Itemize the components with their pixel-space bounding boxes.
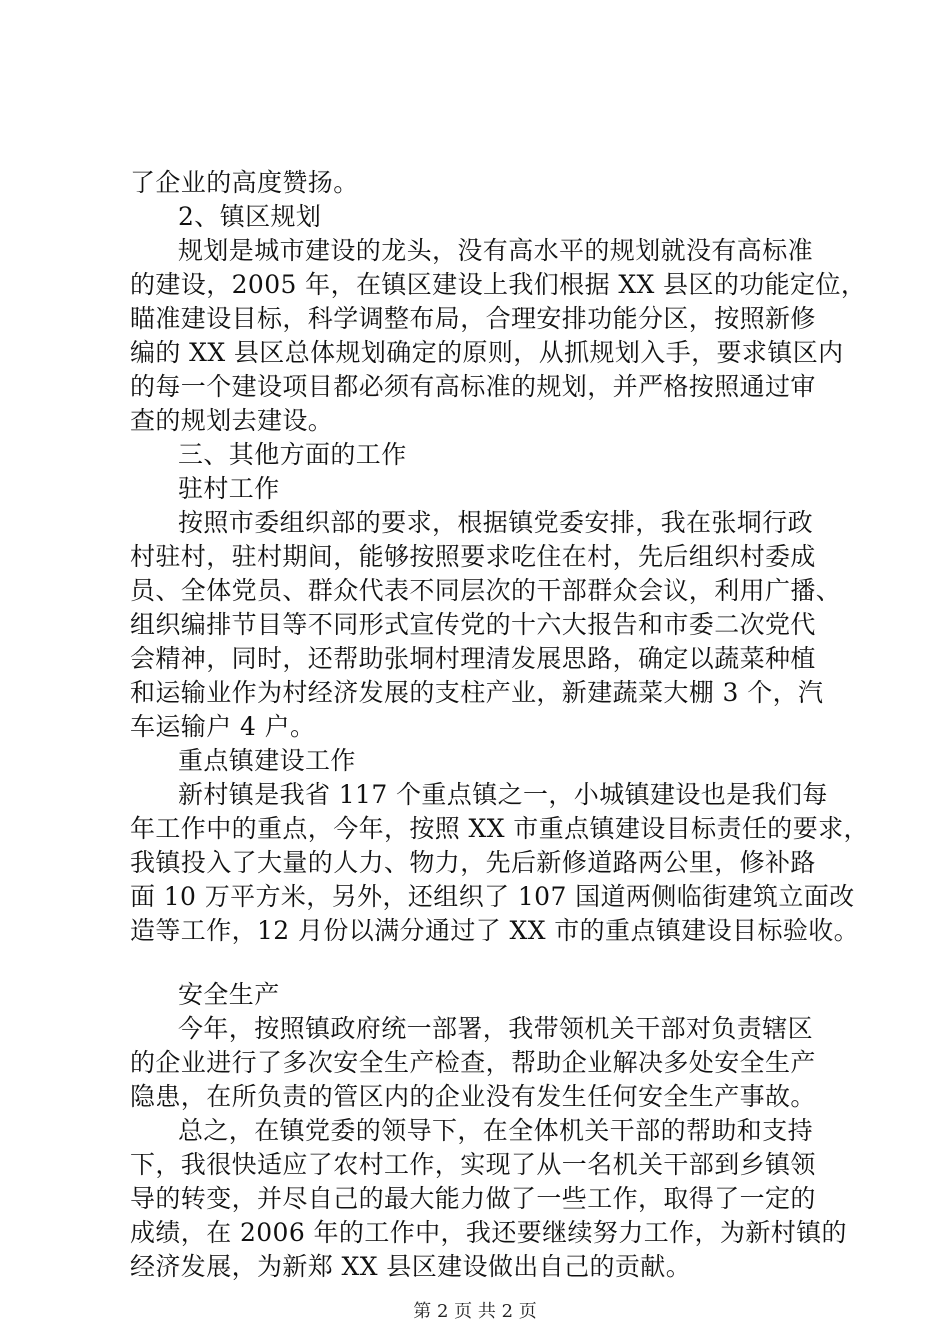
text-line: 年工作中的重点，今年，按照 XX 市重点镇建设目标责任的要求， <box>130 814 869 843</box>
text-line: 造等工作，12 月份以满分通过了 XX 市的重点镇建设目标验收。 <box>130 916 860 945</box>
text-line: 员、全体党员、群众代表不同层次的干部群众会议，利用广播、 <box>130 576 842 605</box>
text-line: 的建设，2005 年，在镇区建设上我们根据 XX 县区的功能定位， <box>130 270 867 299</box>
section-heading: 三、其他方面的工作 <box>178 440 407 469</box>
text-line: 的每一个建设项目都必须有高标准的规划，并严格按照通过审 <box>130 372 816 401</box>
text-line: 规划是城市建设的龙头，没有高水平的规划就没有高标准 <box>178 236 814 265</box>
text-line: 导的转变，并尽自己的最大能力做了一些工作，取得了一定的 <box>130 1184 816 1213</box>
section-heading: 2、镇区规划 <box>178 202 322 231</box>
text-line: 下，我很快适应了农村工作，实现了从一名机关干部到乡镇领 <box>130 1150 816 1179</box>
subsection-heading: 驻村工作 <box>178 474 280 503</box>
text-line: 编的 XX 县区总体规划确定的原则，从抓规划入手，要求镇区内 <box>130 338 844 367</box>
text-line: 总之，在镇党委的领导下，在全体机关干部的帮助和支持 <box>178 1116 814 1145</box>
text-line: 的企业进行了多次安全生产检查，帮助企业解决多处安全生产 <box>130 1048 816 1077</box>
text-line: 面 10 万平方米，另外，还组织了 107 国道两侧临街建筑立面改 <box>130 882 855 911</box>
text-line: 经济发展，为新郑 XX 县区建设做出自己的贡献。 <box>130 1252 692 1281</box>
text-line: 查的规划去建设。 <box>130 406 334 435</box>
text-line: 会精神，同时，还帮助张垌村理清发展思路，确定以蔬菜种植 <box>130 644 816 673</box>
subsection-heading: 安全生产 <box>178 980 280 1009</box>
text-line: 和运输业作为村经济发展的支柱产业，新建蔬菜大棚 3 个，汽 <box>130 678 824 707</box>
text-line: 新村镇是我省 117 个重点镇之一，小城镇建设也是我们每 <box>178 780 828 809</box>
page-footer: 第 2 页 共 2 页 <box>413 1301 537 1322</box>
text-line: 今年，按照镇政府统一部署，我带领机关干部对负责辖区 <box>178 1014 814 1043</box>
text-line: 按照市委组织部的要求，根据镇党委安排，我在张垌行政 <box>178 508 814 537</box>
text-line: 成绩，在 2006 年的工作中，我还要继续努力工作，为新村镇的 <box>130 1218 847 1247</box>
text-line: 村驻村，驻村期间，能够按照要求吃住在村，先后组织村委成 <box>130 542 816 571</box>
text-line: 组织编排节目等不同形式宣传党的十六大报告和市委二次党代 <box>130 610 816 639</box>
text-line: 瞄准建设目标，科学调整布局，合理安排功能分区，按照新修 <box>130 304 816 333</box>
text-line: 车运输户 4 户。 <box>130 712 316 741</box>
text-line: 我镇投入了大量的人力、物力，先后新修道路两公里，修补路 <box>130 848 816 877</box>
text-line: 隐患，在所负责的管区内的企业没有发生任何安全生产事故。 <box>130 1082 816 1111</box>
text-line: 了企业的高度赞扬。 <box>130 168 359 197</box>
subsection-heading: 重点镇建设工作 <box>178 746 356 775</box>
